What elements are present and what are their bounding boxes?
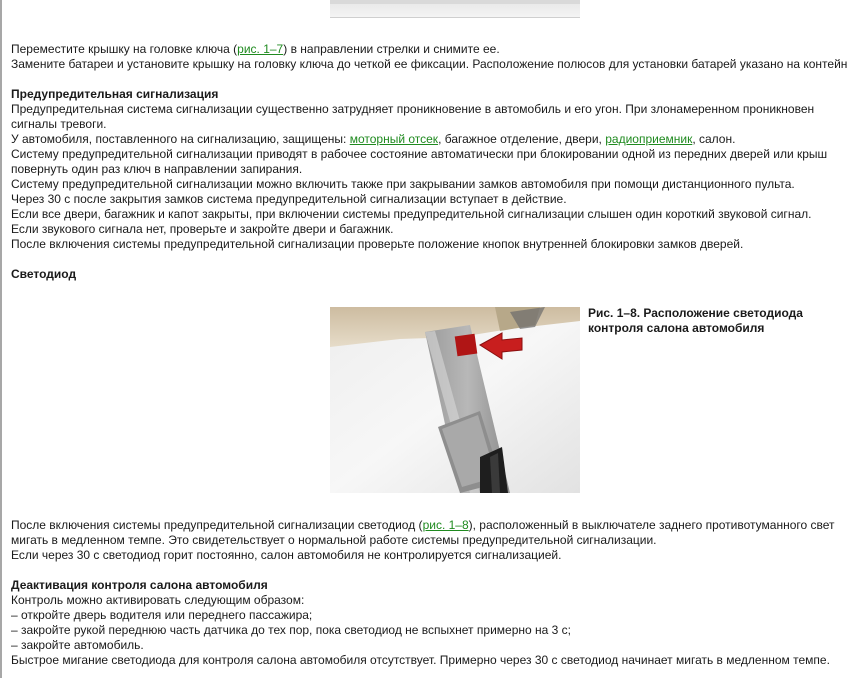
figure-1-7-link[interactable]: рис. 1–7 xyxy=(237,42,284,56)
led-heading: Светодиод xyxy=(11,267,77,281)
led-text: После включения системы предупредительной сигнализации светодиод ( xyxy=(11,518,423,532)
alarm-line-9: Если звукового сигнала нет, проверьте и закройте двери и багажник. xyxy=(11,222,394,236)
intro-text-after: ) в направлении стрелки и снимите ее. xyxy=(283,42,500,56)
led-line-1 xyxy=(11,518,859,533)
window-left-border xyxy=(0,0,2,678)
intro-text: Переместите крышку на головке ключа ( xyxy=(11,42,238,56)
deactivation-line-2: – откройте дверь водителя или переднего пассажира; xyxy=(11,608,313,622)
alarm-line-2: сигналы тревоги. xyxy=(11,117,107,131)
alarm-protected-text: У автомобиля, поставленного на сигнализацию, защищены: xyxy=(11,132,350,146)
alarm-line-4: Систему предупредительной сигнализации приводят в рабочее состояние автоматически при блокировании одной из передних дверей или крыш xyxy=(11,147,828,161)
alarm-line-8: Если все двери, багажник и капот закрыты, при включении системы предупредительной сигнализации слышен один короткий звуковой сигнал. xyxy=(11,207,812,221)
led-indicator xyxy=(455,334,478,357)
figure-1-8-link[interactable]: рис. 1–8 xyxy=(422,518,469,532)
figure-1-8-caption: Рис. 1–8. Расположение светодиода контроля салона автомобиля xyxy=(588,306,803,335)
document-body xyxy=(11,42,859,282)
led-location-photo xyxy=(330,307,580,493)
deactivation-line-3: – закройте рукой переднюю часть датчика до тех пор, пока светодиод не вспыхнет примерно на 3 с; xyxy=(11,623,571,637)
alarm-protected-end: , салон. xyxy=(692,132,736,146)
alarm-line-1: Предупредительная система сигнализации существенно затрудняет проникновение в автомобиль и его угон. При злонамеренном проникновен xyxy=(11,102,815,116)
radio-link[interactable]: радиоприемник xyxy=(605,132,693,146)
intro-line-1 xyxy=(11,42,859,57)
document-body-continued xyxy=(11,518,859,668)
alarm-heading: Предупредительная сигнализация xyxy=(11,87,219,101)
figure-1-8-image xyxy=(330,307,580,493)
deactivation-line-1: Контроль можно активировать следующим образом: xyxy=(11,593,305,607)
deactivation-line-4: – закройте автомобиль. xyxy=(11,638,144,652)
alarm-line-3 xyxy=(11,132,859,147)
intro-line-2: Замените батареи и установите крышку на головку ключа до четкой ее фиксации. Расположение полюсов для установки батарей указано на контейн xyxy=(11,57,848,71)
led-line-2: мигать в медленном темпе. Это свидетельствует о нормальной работе системы предупредительной сигнализации. xyxy=(11,533,657,547)
engine-compartment-link[interactable]: моторный отсек xyxy=(349,132,439,146)
previous-figure-image xyxy=(330,0,580,18)
deactivation-heading: Деактивация контроля салона автомобиля xyxy=(11,578,268,592)
alarm-line-5: повернуть один раз ключ в направлении запирания. xyxy=(11,162,303,176)
deactivation-line-5: Быстрое мигание светодиода для контроля салона автомобиля отсутствует. Примерно через 30 с светодиод начинает мигать в медленном темпе. xyxy=(11,653,830,667)
led-text-after: ), расположенный в выключателе заднего противотуманного свет xyxy=(468,518,835,532)
led-line-3: Если через 30 с светодиод горит постоянно, салон автомобиля не контролируется сигнализацией. xyxy=(11,548,562,562)
alarm-protected-mid: , багажное отделение, двери, xyxy=(438,132,606,146)
alarm-line-6: Систему предупредительной сигнализации можно включить также при закрывании замков автомобиля при помощи дистанционного пульта. xyxy=(11,177,795,191)
alarm-line-10: После включения системы предупредительной сигнализации проверьте положение кнопок внутренней блокировки замков дверей. xyxy=(11,237,744,251)
alarm-line-7: Через 30 с после закрытия замков система предупредительной сигнализации вступает в действие. xyxy=(11,192,567,206)
previous-figure-shade xyxy=(330,0,580,4)
